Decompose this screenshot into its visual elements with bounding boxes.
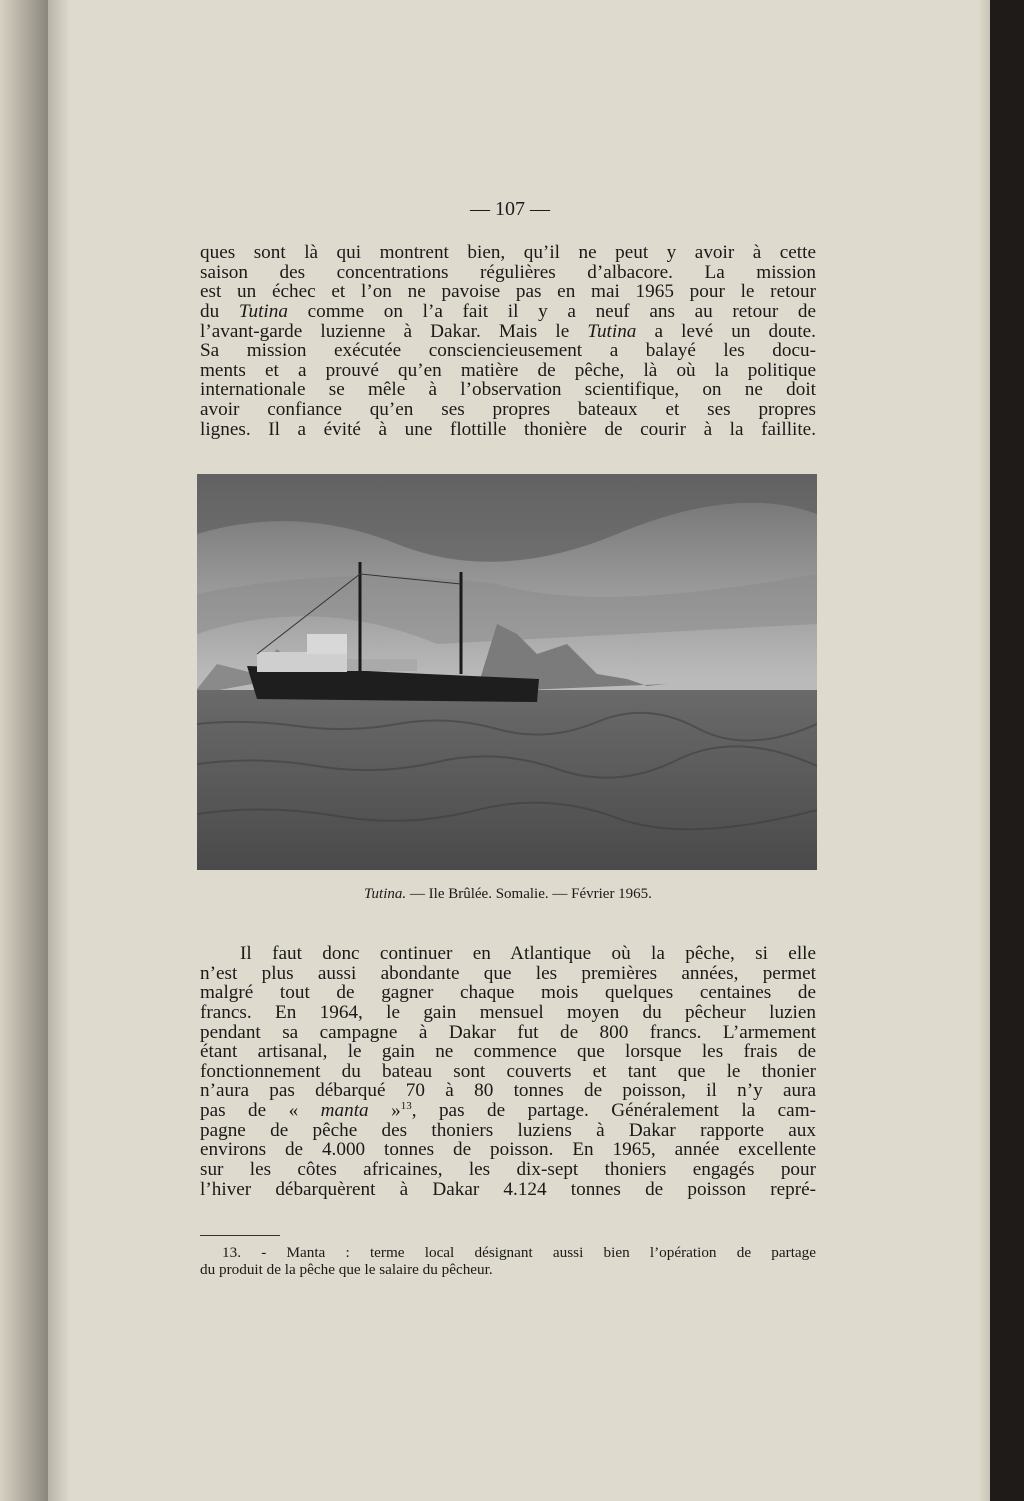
text-line xyxy=(200,1244,816,1261)
text-run: francs. En 1964, le gain mensuel moyen du pêcheur luzien xyxy=(200,1001,816,1023)
text-line xyxy=(200,1042,816,1062)
page-gutter-shadow xyxy=(48,0,70,1501)
text-line xyxy=(200,263,816,283)
text-line xyxy=(200,400,816,420)
text-line xyxy=(200,243,816,263)
text-line xyxy=(200,380,816,400)
text-line xyxy=(200,983,816,1003)
text-run: , pas de partage. Généralement la cam- xyxy=(411,1100,817,1122)
text-run: sur les côtes africaines, les dix-sept thoniers engagés pour xyxy=(200,1159,816,1181)
text-run: Il faut donc continuer en Atlantique où la pêche, si elle xyxy=(240,943,816,964)
text-line xyxy=(200,1003,816,1023)
text-line xyxy=(200,1023,816,1043)
text-run: fonctionnement du bateau sont couverts et tant que le thonier xyxy=(200,1060,816,1082)
text-run: l’hiver débarquèrent à Dakar 4.124 tonnes de poisson repré- xyxy=(200,1178,816,1200)
text-line xyxy=(200,944,816,964)
text-line xyxy=(200,282,816,302)
page-edge xyxy=(978,0,990,1501)
text-line xyxy=(200,1140,816,1160)
text-line xyxy=(200,420,816,440)
footnote-reference: 13 xyxy=(400,1100,412,1113)
text-line xyxy=(200,1180,816,1200)
footnote xyxy=(200,1244,816,1278)
text-line xyxy=(200,1081,816,1101)
text-run: n’est plus aussi abondante que les premières années, permet xyxy=(200,962,816,984)
photo-tutina-ship xyxy=(197,474,817,870)
text-line xyxy=(200,964,816,984)
text-run: pas de « xyxy=(200,1100,321,1122)
paragraph-1 xyxy=(200,243,816,439)
text-line xyxy=(200,1101,816,1121)
facing-page-edge xyxy=(0,0,48,1501)
text-run: lignes. Il a évité à une flottille thonière de courir à la faillite. xyxy=(200,418,816,440)
text-run: pendant sa campagne à Dakar fut de 800 francs. L’armement xyxy=(200,1021,816,1043)
text-line xyxy=(200,1062,816,1082)
text-run: du produit de la pêche que le salaire du pêcheur. xyxy=(200,1261,493,1278)
italic-text: manta xyxy=(320,1100,369,1122)
text-run: ments et a prouvé qu’en matière de pêche, là où la politique xyxy=(200,359,816,381)
ship-photo-illustration xyxy=(197,474,817,870)
text-line xyxy=(200,1160,816,1180)
text-run: est un échec et l’on ne pavoise pas en mai 1965 pour le retour xyxy=(200,281,816,303)
text-line xyxy=(200,361,816,381)
text-line xyxy=(200,322,816,342)
italic-text: Tutina xyxy=(238,300,288,322)
text-run: a levé un doute. xyxy=(636,320,816,342)
background xyxy=(990,0,1024,1501)
italic-text: Tutina. xyxy=(364,886,407,902)
text-line xyxy=(200,341,816,361)
photo-caption xyxy=(200,886,816,903)
text-line xyxy=(200,302,816,322)
text-run: Sa mission exécutée consciencieusement a balayé les docu- xyxy=(200,340,816,362)
footnote-separator xyxy=(200,1235,280,1236)
text-run: du xyxy=(200,300,239,322)
text-run: l’avant-garde luzienne à Dakar. Mais le xyxy=(200,320,588,342)
text-run: pagne de pêche des thoniers luziens à Dakar rapporte aux xyxy=(200,1119,816,1141)
text-run: environs de 4.000 tonnes de poisson. En 1965, année excellente xyxy=(200,1139,816,1161)
text-run: ques sont là qui montrent bien, qu’il ne peut y avoir à cette xyxy=(200,242,816,263)
text-run: » xyxy=(368,1100,401,1122)
italic-text: Tutina xyxy=(587,320,637,342)
text-run: n’aura pas débarqué 70 à 80 tonnes de poisson, il n’y aura xyxy=(200,1080,816,1102)
text-run: internationale se mêle à l’observation scientifique, on ne doit xyxy=(200,379,816,401)
text-run: avoir confiance qu’en ses propres bateaux et ses propres xyxy=(200,399,816,421)
page-number: — 107 — xyxy=(470,198,550,220)
text-run: malgré tout de gagner chaque mois quelques centaines de xyxy=(200,982,816,1004)
text-run: saison des concentrations régulières d’albacore. La mission xyxy=(200,261,816,283)
text-line xyxy=(200,1121,816,1141)
paragraph-2 xyxy=(200,944,816,1199)
text-run: — Ile Brûlée. Somalie. — Février 1965. xyxy=(406,886,652,902)
text-line xyxy=(200,1261,816,1278)
text-run: 13. - Manta : terme local désignant aussi bien l’opération de partage xyxy=(222,1244,816,1261)
text-run: étant artisanal, le gain ne commence que lorsque les frais de xyxy=(200,1041,816,1063)
text-run: comme on l’a fait il y a neuf ans au retour de xyxy=(287,300,817,322)
